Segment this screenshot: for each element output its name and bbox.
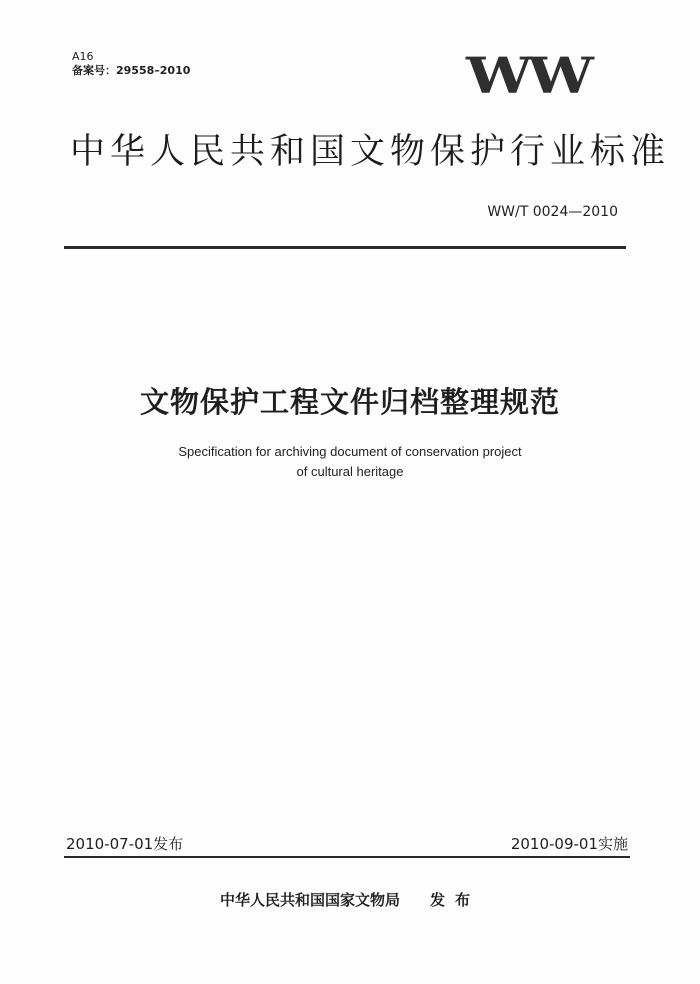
effective-date: 2010-09-01实施 — [510, 835, 628, 853]
publisher-action: 发布 — [430, 891, 481, 909]
document-title-chinese: 文物保护工程文件归档整理规范 — [139, 385, 560, 419]
organization-title: 中华人民共和国文物保护行业标准 — [70, 132, 671, 172]
bottom-divider — [64, 856, 630, 858]
english-title-line-2: of cultural heritage — [296, 464, 404, 479]
top-divider — [64, 246, 626, 249]
publisher-name: 中华人民共和国国家文物局 — [219, 891, 400, 909]
document-title-english — [0, 442, 700, 482]
publisher-line — [0, 890, 700, 910]
standard-code: WW/T 0024—2010 — [487, 204, 618, 220]
english-title-line-1: Specification for archiving document of conservation project — [178, 444, 522, 459]
record-number: 备案号：29558–2010 — [72, 64, 191, 77]
ww-logo: WW — [466, 46, 590, 105]
classification-code: A16 — [72, 50, 94, 63]
issue-date: 2010-07-01发布 — [66, 835, 184, 853]
